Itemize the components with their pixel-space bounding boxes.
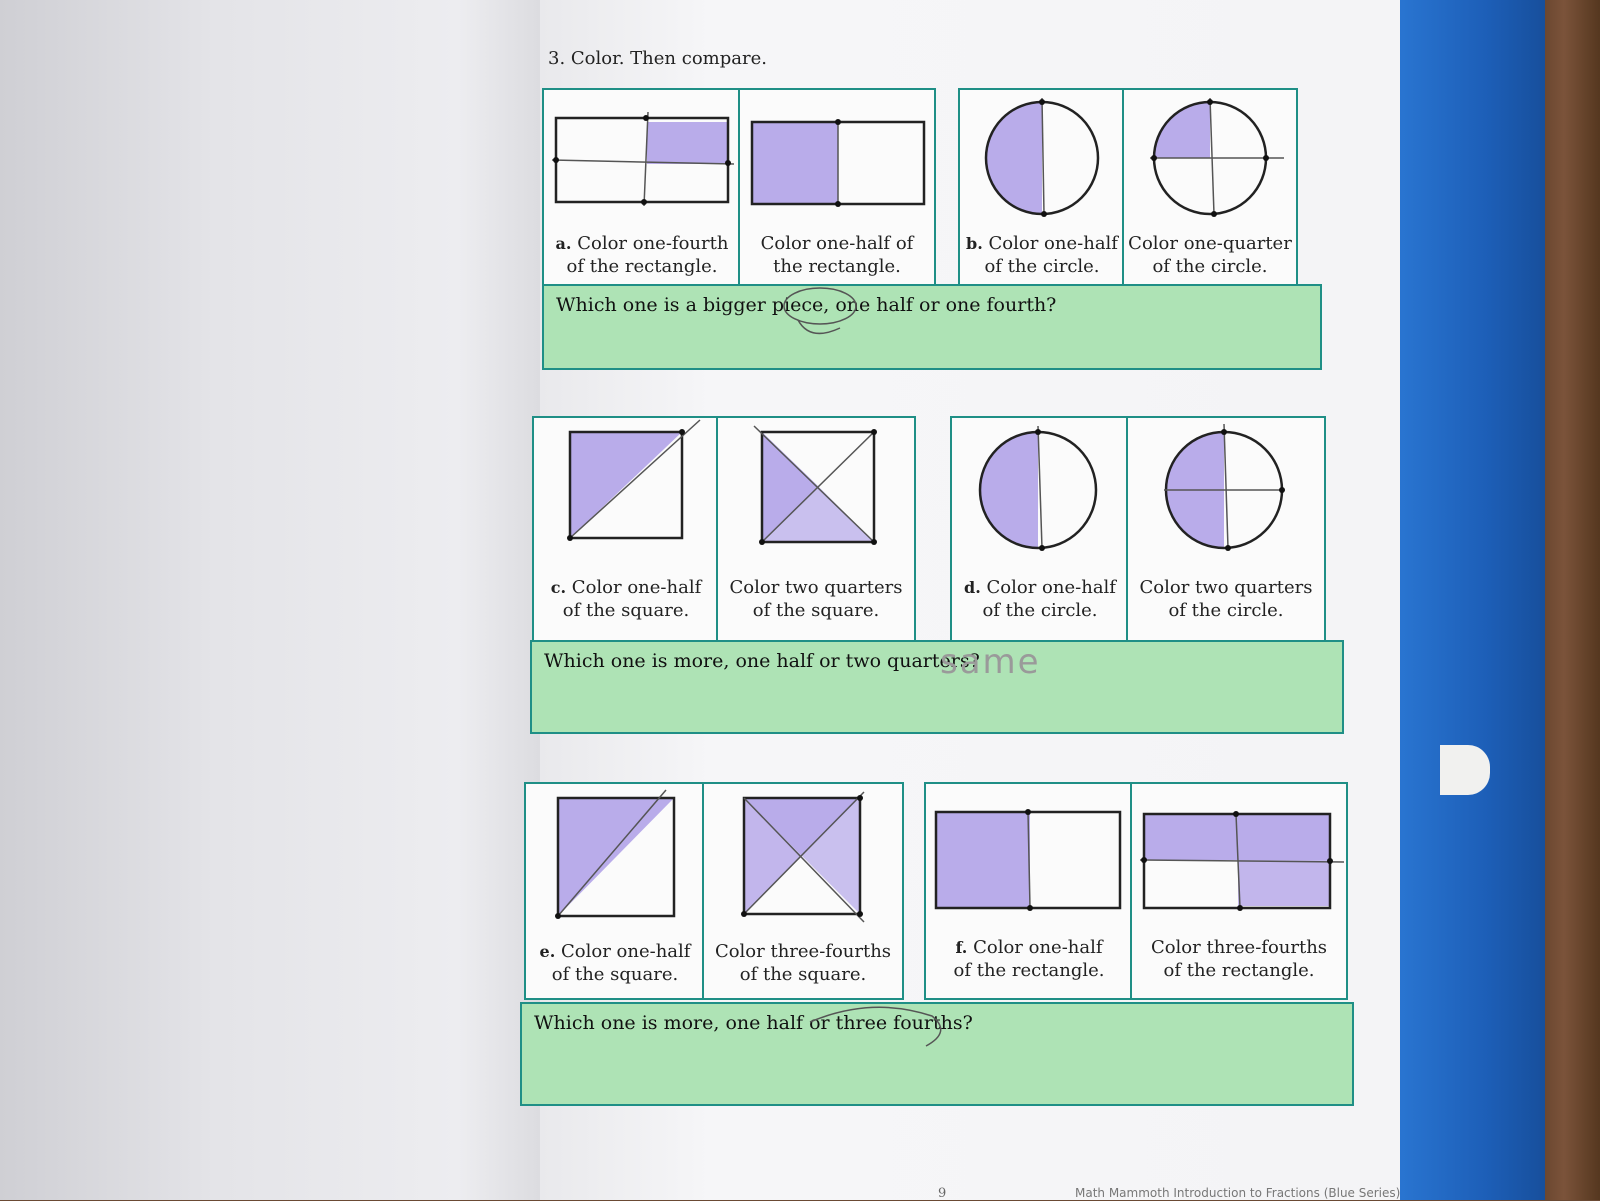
cell-three-fourths-square <box>702 782 904 1000</box>
cell-label: Color three-fourths of the rectangle. <box>1150 937 1328 981</box>
circle-half-shape <box>960 90 1124 240</box>
cell-label: f. Color one-half of the rectangle. <box>953 937 1105 981</box>
cell-label: e. Color one-half of the square. <box>539 941 691 985</box>
page-tab <box>1440 745 1490 795</box>
page-number: 9 <box>938 1186 947 1201</box>
cell-one-half-rectangle <box>738 88 936 288</box>
rectangle-quarters-shape <box>544 90 740 240</box>
cell-label: d. Color one-half of the circle. <box>964 577 1116 621</box>
answer-box-3 <box>520 1002 1354 1106</box>
question-text: Which one is more, one half or two quarters? <box>544 650 980 672</box>
exercise-instruction: 3. Color. Then compare. <box>548 48 767 69</box>
question-text: Which one is a bigger piece, one half or one fourth? <box>556 294 1057 316</box>
rectangle-quarters-shape <box>1132 784 1346 934</box>
pencil-circle-mark <box>802 1002 962 1052</box>
handwritten-answer: same <box>940 642 1041 682</box>
exercise-row-2 <box>532 416 1342 736</box>
cell-label: Color two quarters of the square. <box>729 577 903 621</box>
square-diagonal-shape <box>534 418 718 578</box>
cell-one-quarter-circle <box>1122 88 1298 288</box>
square-diagonal-shape <box>526 784 704 934</box>
exercise-row-3 <box>524 782 1354 1112</box>
cell-label: Color three-fourths of the square. <box>714 941 892 985</box>
cell-label: b. Color one-half of the circle. <box>966 233 1118 277</box>
blue-folder <box>1395 0 1545 1200</box>
cell-label: Color one-half of the rectangle. <box>760 233 914 277</box>
exercise-row-1 <box>542 88 1312 378</box>
circle-quarters-shape <box>1124 90 1296 240</box>
cell-label: Color one-quarter of the circle. <box>1128 233 1292 277</box>
question-text: Which one is more, one half or three fourths? <box>534 1012 973 1034</box>
cell-two-quarters-square <box>716 416 916 644</box>
rectangle-half-shape <box>740 90 934 240</box>
cell-d-one-half-circle <box>950 416 1130 644</box>
cell-b-one-half-circle <box>958 88 1126 288</box>
cell-a-one-fourth-rectangle <box>542 88 742 288</box>
answer-box-1 <box>542 284 1322 370</box>
cell-f-one-half-rectangle <box>924 782 1134 1000</box>
cell-e-one-half-square <box>524 782 706 1000</box>
circle-quarters-shape <box>1128 418 1324 578</box>
cell-label: a. Color one-fourth of the rectangle. <box>555 233 729 277</box>
cell-label: c. Color one-half of the square. <box>550 577 702 621</box>
cell-two-quarters-circle <box>1126 416 1326 644</box>
circle-half-shape <box>952 418 1128 578</box>
square-x-shape <box>704 784 902 934</box>
left-page <box>0 0 540 1200</box>
pencil-circle-mark <box>780 280 870 350</box>
square-x-shape <box>718 418 914 578</box>
cell-label: Color two quarters of the circle. <box>1139 577 1313 621</box>
cell-three-fourths-rectangle <box>1130 782 1348 1000</box>
answer-box-2 <box>530 640 1344 734</box>
rectangle-half-shape <box>926 784 1132 934</box>
book-title: Math Mammoth Introduction to Fractions (Blue Series) <box>1075 1186 1401 1200</box>
cell-c-one-half-square <box>532 416 720 644</box>
